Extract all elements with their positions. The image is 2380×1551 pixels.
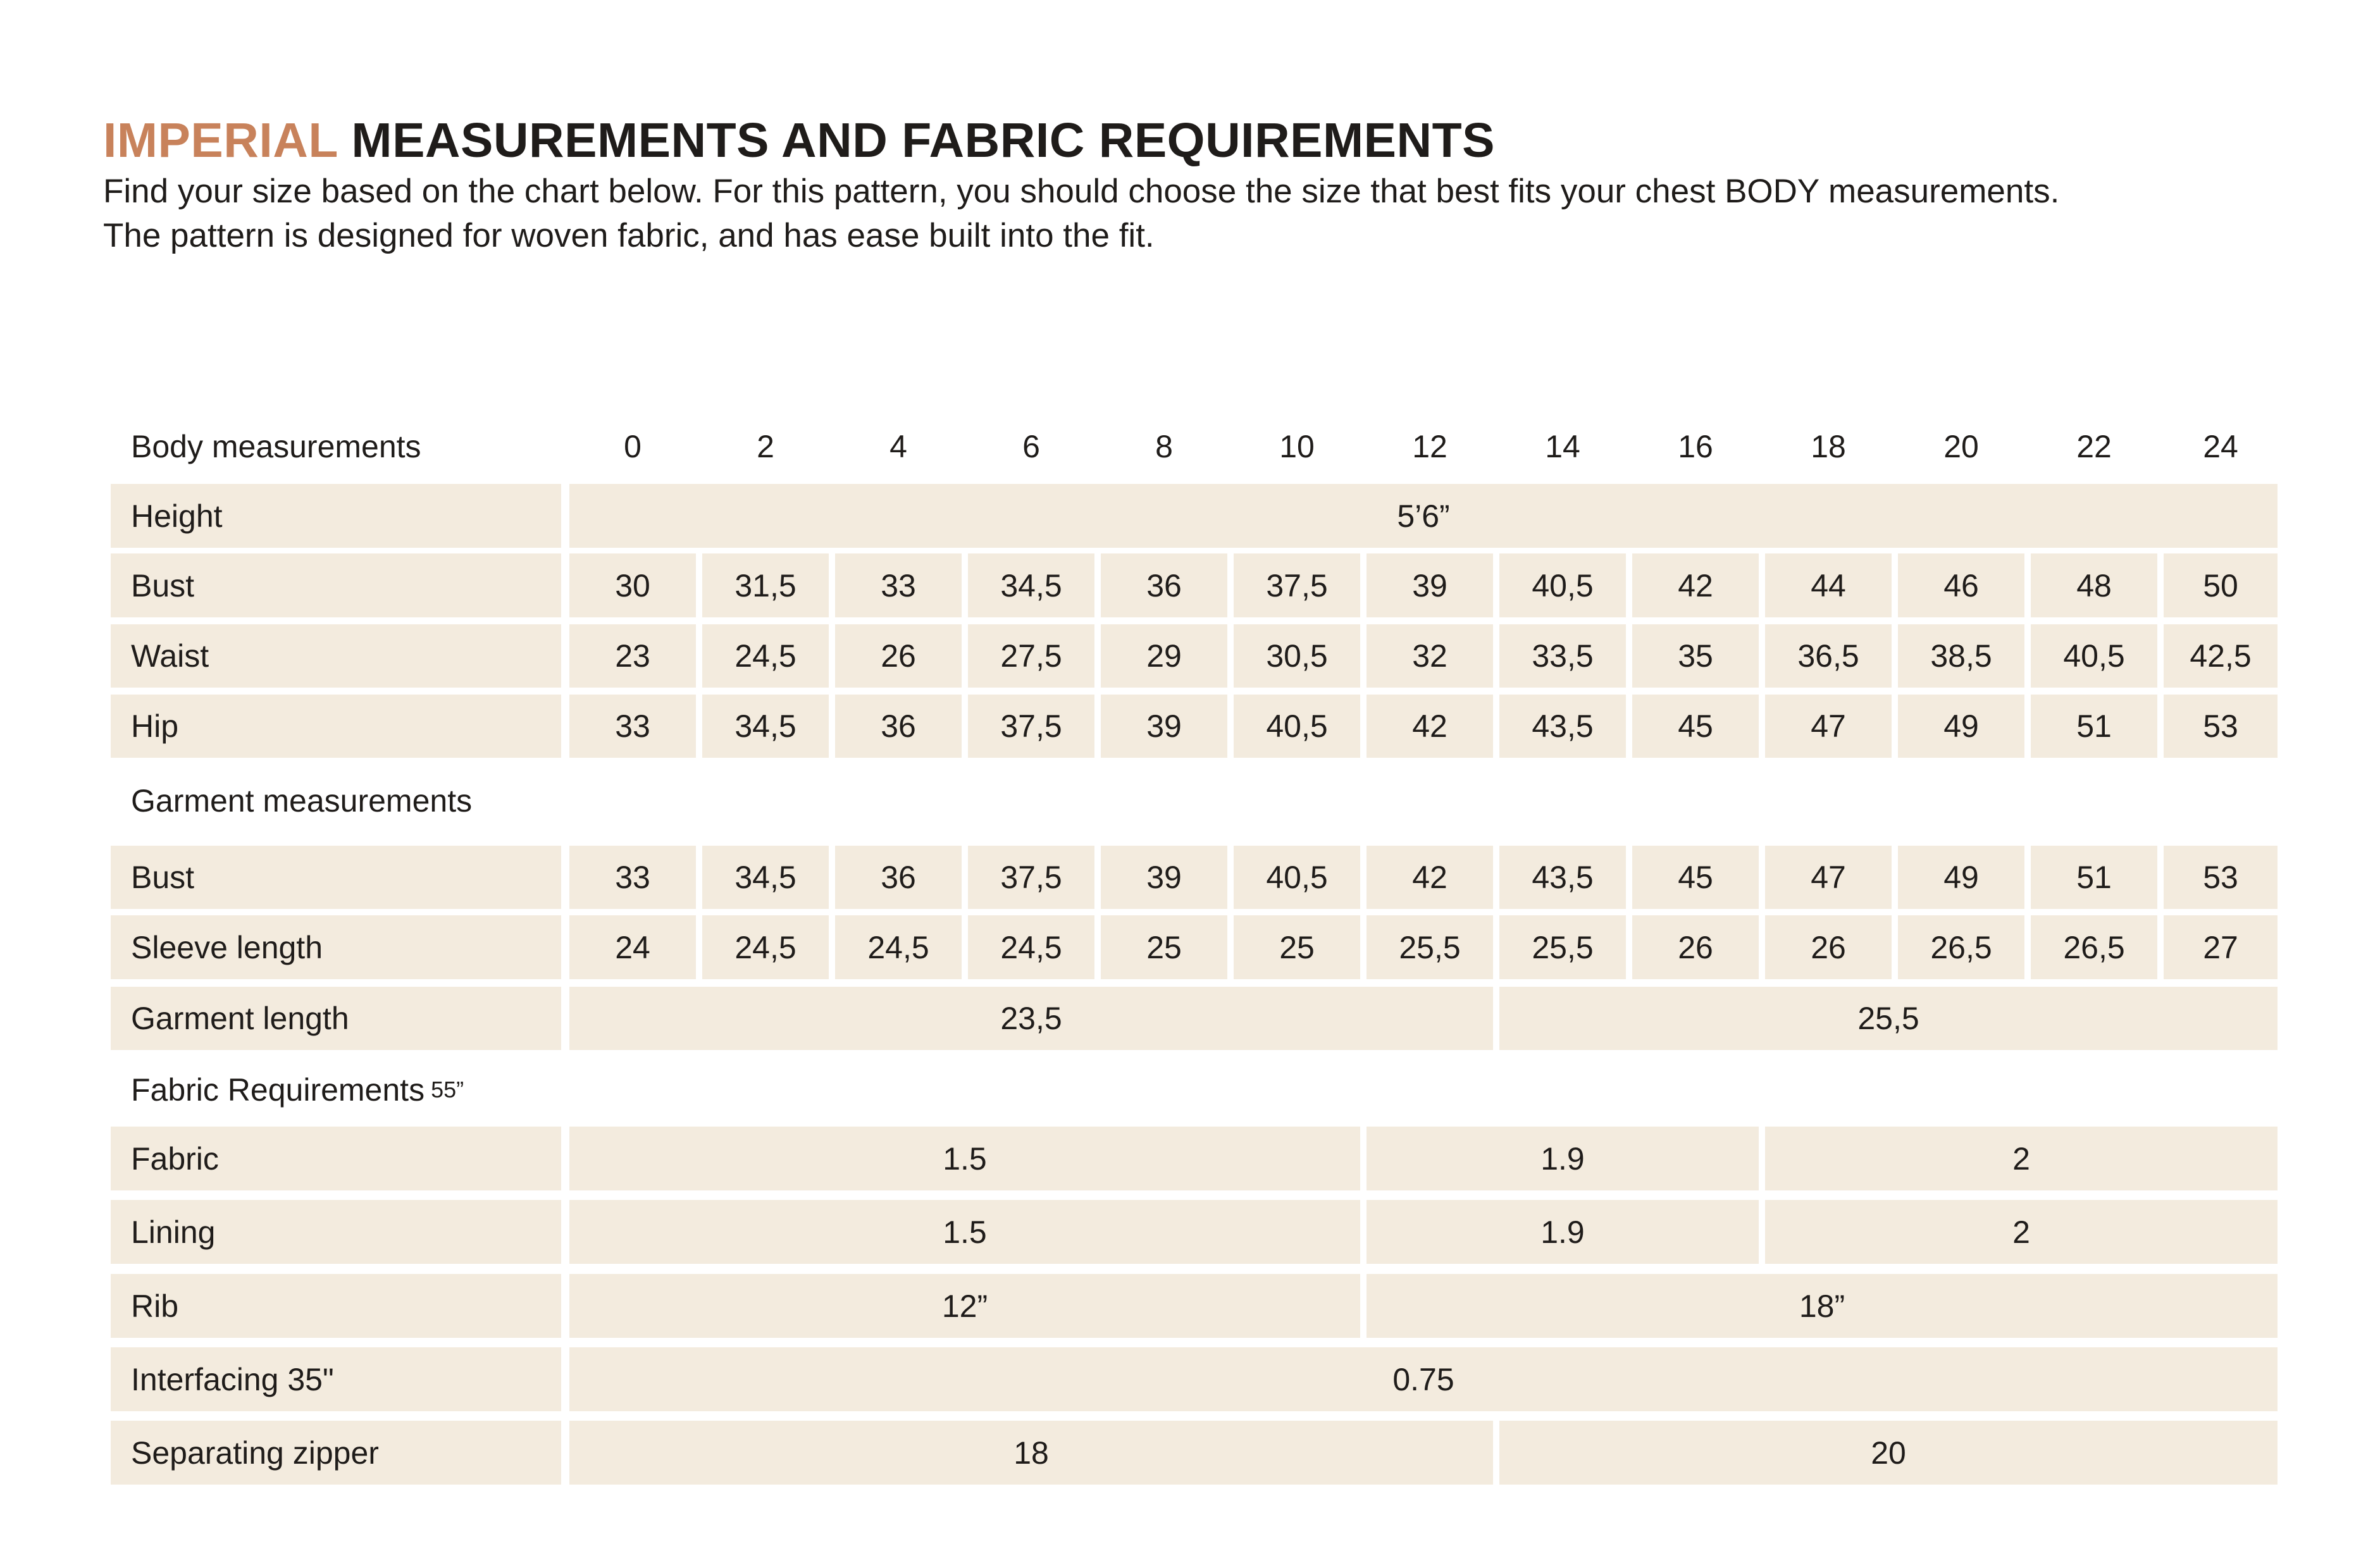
table-cell: 37,5 xyxy=(968,695,1094,758)
size-header: 0 xyxy=(624,429,641,464)
row-label-garment-length: Garment length xyxy=(111,987,561,1050)
table-cell: 24 xyxy=(569,915,696,979)
table-cell: 39 xyxy=(1101,846,1227,909)
size-header: 20 xyxy=(1943,429,1979,464)
table-cell: 42,5 xyxy=(2164,624,2278,688)
row-label: Waist xyxy=(111,624,561,688)
table-cell: 43,5 xyxy=(1499,846,1626,909)
page-title xyxy=(103,113,1495,169)
table-cell: 24,5 xyxy=(968,915,1094,979)
table-cell: 1.5 xyxy=(569,1127,1360,1190)
table-cell: 33 xyxy=(569,695,696,758)
intro-text xyxy=(103,170,2317,258)
table-cell: 51 xyxy=(2031,695,2157,758)
table-cell: 2 xyxy=(1765,1200,2278,1264)
row-label: Bust xyxy=(111,846,561,909)
table-cell: 25,5 xyxy=(1499,915,1626,979)
row-label: Interfacing 35" xyxy=(111,1347,561,1411)
size-header: 16 xyxy=(1678,429,1713,464)
table-cell: 27,5 xyxy=(968,624,1094,688)
fabric-requirements-heading xyxy=(111,1065,561,1115)
table-cell: 33 xyxy=(835,553,962,617)
size-header: 22 xyxy=(2076,429,2112,464)
table-cell: 20 xyxy=(1499,1421,2278,1485)
fabric-width-note: 55” xyxy=(431,1077,464,1103)
table-cell: 50 xyxy=(2164,553,2278,617)
size-header: 4 xyxy=(889,429,907,464)
table-cell: 36,5 xyxy=(1765,624,1892,688)
table-cell: 12” xyxy=(569,1274,1360,1338)
table-cell: 40,5 xyxy=(2031,624,2157,688)
table-cell: 39 xyxy=(1367,553,1493,617)
table-cell: 25,5 xyxy=(1367,915,1493,979)
table-cell: 29 xyxy=(1101,624,1227,688)
table-cell: 31,5 xyxy=(702,553,829,617)
table-cell: 36 xyxy=(835,695,962,758)
table-cell: 33,5 xyxy=(1499,624,1626,688)
row-label: Lining xyxy=(111,1200,561,1264)
table-cell: 35 xyxy=(1632,624,1759,688)
row-label: Fabric xyxy=(111,1127,561,1190)
table-cell: 26 xyxy=(835,624,962,688)
table-cell: 34,5 xyxy=(968,553,1094,617)
table-cell: 26 xyxy=(1765,915,1892,979)
garment-length-value: 23,5 xyxy=(569,987,1493,1050)
table-cell: 40,5 xyxy=(1234,695,1360,758)
table-cell: 53 xyxy=(2164,695,2278,758)
table-cell: 40,5 xyxy=(1234,846,1360,909)
table-cell: 40,5 xyxy=(1499,553,1626,617)
table-cell: 1.9 xyxy=(1367,1200,1759,1264)
size-header: 8 xyxy=(1155,429,1173,464)
table-cell: 34,5 xyxy=(702,695,829,758)
garment-measurements-heading: Garment measurements xyxy=(131,783,473,819)
table-cell: 27 xyxy=(2164,915,2278,979)
table-cell: 51 xyxy=(2031,846,2157,909)
table-cell: 45 xyxy=(1632,695,1759,758)
row-label: Bust xyxy=(111,553,561,617)
table-cell: 24,5 xyxy=(702,915,829,979)
row-label-height: Height xyxy=(111,484,561,548)
fabric-requirements-title: Fabric Requirements xyxy=(131,1072,425,1108)
table-cell: 43,5 xyxy=(1499,695,1626,758)
size-header: 10 xyxy=(1279,429,1315,464)
title-accent: IMPERIAL xyxy=(103,113,338,168)
row-label: Separating zipper xyxy=(111,1421,561,1485)
body-measurements-heading: Body measurements xyxy=(131,429,421,464)
intro-line: Find your size based on the chart below. For this pattern, you should choose the size that best fits your chest BODY measurements. xyxy=(103,173,2060,210)
table-cell: 48 xyxy=(2031,553,2157,617)
row-label: Sleeve length xyxy=(111,915,561,979)
table-cell: 47 xyxy=(1765,846,1892,909)
table-cell: 37,5 xyxy=(968,846,1094,909)
table-cell: 25 xyxy=(1234,915,1360,979)
table-cell: 49 xyxy=(1898,846,2024,909)
table-cell: 24,5 xyxy=(702,624,829,688)
table-cell: 36 xyxy=(1101,553,1227,617)
table-cell: 26,5 xyxy=(2031,915,2157,979)
table-cell: 30,5 xyxy=(1234,624,1360,688)
table-cell: 44 xyxy=(1765,553,1892,617)
table-cell: 0.75 xyxy=(569,1347,2278,1411)
table-cell: 49 xyxy=(1898,695,2024,758)
size-header: 12 xyxy=(1412,429,1447,464)
intro-line: The pattern is designed for woven fabric, and has ease built into the fit. xyxy=(103,217,1155,254)
table-cell: 47 xyxy=(1765,695,1892,758)
table-cell: 2 xyxy=(1765,1127,2278,1190)
table-cell: 30 xyxy=(569,553,696,617)
table-cell: 26,5 xyxy=(1898,915,2024,979)
table-cell: 24,5 xyxy=(835,915,962,979)
size-header: 6 xyxy=(1022,429,1040,464)
table-cell: 42 xyxy=(1632,553,1759,617)
table-cell: 32 xyxy=(1367,624,1493,688)
height-value: 5’6” xyxy=(569,484,2278,548)
title-rest: MEASUREMENTS AND FABRIC REQUIREMENTS xyxy=(351,113,1496,168)
table-cell: 42 xyxy=(1367,695,1493,758)
table-cell: 39 xyxy=(1101,695,1227,758)
table-cell: 38,5 xyxy=(1898,624,2024,688)
size-header: 24 xyxy=(2203,429,2238,464)
table-cell: 37,5 xyxy=(1234,553,1360,617)
table-cell: 42 xyxy=(1367,846,1493,909)
table-cell: 46 xyxy=(1898,553,2024,617)
table-cell: 26 xyxy=(1632,915,1759,979)
size-header: 14 xyxy=(1545,429,1580,464)
table-cell: 1.9 xyxy=(1367,1127,1759,1190)
row-label: Rib xyxy=(111,1274,561,1338)
table-cell: 34,5 xyxy=(702,846,829,909)
table-cell: 53 xyxy=(2164,846,2278,909)
table-cell: 45 xyxy=(1632,846,1759,909)
table-cell: 33 xyxy=(569,846,696,909)
size-header: 2 xyxy=(757,429,774,464)
table-cell: 18” xyxy=(1367,1274,2278,1338)
garment-length-value: 25,5 xyxy=(1499,987,2278,1050)
table-cell: 25 xyxy=(1101,915,1227,979)
size-header: 18 xyxy=(1811,429,1846,464)
table-cell: 36 xyxy=(835,846,962,909)
table-cell: 18 xyxy=(569,1421,1493,1485)
row-label: Hip xyxy=(111,695,561,758)
table-cell: 23 xyxy=(569,624,696,688)
table-cell: 1.5 xyxy=(569,1200,1360,1264)
